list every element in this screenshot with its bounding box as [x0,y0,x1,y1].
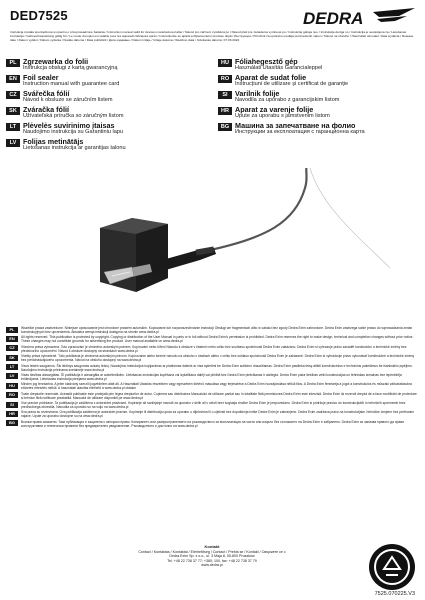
lang-title: Folijas metinātājs [23,137,84,146]
legal-text: Minden jog fenntartva. A jelen kiadvány szerzői jogvédelem alatt áll. A Használati Utasítás részekben vagy egészében történő másolása vagy terjesztése a Dedra Exim hozzájárulása nélkül tilos. A Dedra Exim fenntartja a jogot a konstrukciós és műszaki változtatásokra előzetes értesítés nélkül. A használati utasítás elérhető a www.dedra.pl oldalon [21,382,412,391]
lang-badge: BG [6,420,18,426]
lang-entry-cz [6,90,206,105]
lang-badge: PL [6,59,20,67]
lang-title: Varilnik folije [235,89,280,98]
lang-title: Zgrzewarka do folii [23,57,89,66]
lang-badge: LT [6,123,20,131]
validity-note: Instrukcja została sporządzona w oparciu o przeprowadzone badania / Instruction manual valid for devices manufactured after / Návod pro zařízení vyráběná po / Návod platí pre zariadenia vyrobené po / Instrukcija galioja nuo / Instrukcija derīga no / Instrukcija je sestavljena za / Lietošanas instrukcija / Gebrauchsanleitung gültig für / Le mode d'emploi est valable pour les appareils fabriqués après / Instrucțiunile se aplică echipamentelor produse după / Инструкция / Priručnik za upotrebu uređaja proizvedenih nakon / Návod na obsluhu / Használati útmutató. Data wydania / Release date / Datum vydání / Dátum vydania / Kiadás dátuma / Data publicării / Дата издаване / Datum izdaje / Izdaje datuma / Išleidimo data / Izdošanas datums: 07.03.2024 [10,30,414,42]
brand-logo-text: DEDRA [303,9,364,28]
lang-title: Plėvelės suvirinimo įtaisas [23,121,115,130]
lang-subtitle: Инструкции за експлоатация с гаранционна карта [235,129,365,135]
contact-website[interactable]: www.dedra.pl [201,563,223,568]
lang-badge: SK [6,355,18,361]
lang-entry-lt [6,122,206,137]
legal-text: Všetky práva vyhradené. Táto publikácia je chránená autorským právom. Kopírovanie alebo šírenie návodu na obsluhu v častiach alebo v celku bez súhlasu spoločnosti Dedra Exim je zakázané. Dedra Exim si vyhradzuje právo vykonávať konštrukčné a technické zmeny bez predchádzajúceho upozornenia. Návod na obsluhu dostupný na www.dedra.pl [21,354,415,363]
lang-subtitle: Használati Utasítás Garancialeppel [235,65,323,71]
lang-subtitle: Upute za uporabu s jamstvenim listom [235,113,330,119]
legal-text: Vse pravice pridržane. Ta publikacija je zaščitena z avtorskimi pravicami. Kopiranje ali razširjanje navodil za uporabo v delih ali v celoti brez soglasja družbe Dedra Exim je prepovedano. Dedra Exim si pridržuje pravico do konstrukcijskih in tehničnih sprememb brez predhodnega obvestila. Navodila za uporabo so na voljo na www.dedra.pl [21,401,406,410]
lang-entry-hr [218,106,418,121]
lang-subtitle: Navodila za uporabo z garancijskim listom [235,97,340,103]
cable [210,168,315,250]
lang-subtitle: Lietošanas instrukcija ar garantijas talonu [23,145,126,151]
lang-title: Zváračka fólií [23,105,69,114]
lang-entry-sk [6,106,206,121]
legal-row-cz [6,345,419,353]
legal-text: Visas tiesības aizsargātas. Šī publikācija ir aizsargāta ar autortiesībām. Lietošanas instrukcijas kopēšana vai izplatīšana daļēji vai pilnībā bez Dedra Exim piekrišanas ir aizliegta. Dedra Exim patur tiesības veikt konstrukcijas un tehniskas izmaiņas bez iepriekšēja brīdinājuma. Lietošanas instrukcija pieejama www.dedra.pl [21,372,402,381]
legal-row-lt [6,364,419,372]
lang-entry-lv [6,138,206,153]
contact-languages: Contact / Kontaktas / Kontaktai / Elérhetőség / Contact / Prebla se / Kontakt / Свържете се с [138,549,286,554]
lang-badge: HU [6,383,18,389]
lang-badge: SK [6,107,20,115]
lang-entry-bg [218,122,418,137]
legal-row-pl [6,326,419,334]
lang-entry-en [6,74,206,89]
lang-entry-hu [218,58,418,73]
lang-subtitle: Užívateľská príručka so záručným listom [23,113,124,119]
lang-subtitle: Instrucțiuni de utilizare și certificat de garanție [235,81,349,87]
lang-badge: EN [6,75,20,83]
lang-entry-si [218,90,418,105]
model-number: DED7525 [10,8,68,23]
legal-text: Toate drepturile rezervate. Această publicație este protejată prin legea drepturilor de autor. Copierea sau distribuirea Manualului de utilizare parțial sau în totalitate fără permisiunea Dedra Exim este interzisă. Dedra Exim își rezervă dreptul de a face modificări de proiectare și tehnice fără notificare prealabilă. Manualul de utilizare disponibil pe www.dedra.pl [21,391,417,400]
lang-badge: SI [218,91,232,99]
lang-badge: CZ [6,345,18,351]
lang-badge: RO [6,392,18,398]
recycling-logo [368,543,416,591]
legal-row-ro [6,392,419,400]
lang-entry-pl [6,58,206,73]
lang-title: Svářečka fólií [23,89,70,98]
lang-title: Fóliahegesztő gép [235,57,298,66]
legal-text: Wszelkie prawa zastrzeżone. Niniejsze opracowanie jest chronione prawem autorskim. Kopiowanie lub rozpowszechnianie instrukcji Obsługi we fragmentach albo w całości bez zgody Dedra Exim zabronione. Dedra Exim zastrzega sobie prawo do wprowadzania zmian konstrukcyjnych bez uprzedzenia. Aktualna wersja instrukcji dostępna na stronie www.dedra.pl [21,326,413,335]
legal-text: Sva prava su rezervirana. Ova publikacija zaštićena je autorskim pravom. Kopiranje ili distribucija uputa za uporabu u dijelovima ili u cijelosti bez dopuštenja tvrtke Dedra Exim je zabranjeno. Dedra Exim zadržava pravo na konstrukcijske i tehničke izmjene bez prethodne najave. Upute za uporabu dostupne su na www.dedra.pl [21,410,415,419]
legal-row-lv [6,373,419,381]
lang-subtitle: Instrukcja obsługi z kartą gwarancyjną [23,65,118,71]
legal-text: Visos teisės saugomos. Šis leidinys saugomas autorių teisių. Naudojimo instrukcijos kopijavimas ar platinimas dalimis ar visa apimtimi be Dedra Exim sutikimo draudžiamas. Dedra Exim pasilieka teisę atlikti konstrukcinius ir techninius pakeitimus be išankstinio įspėjimo. Naudojimo instrukcija prieinama svetainėje www.dedra.pl [21,363,413,372]
legal-text: Всички права запазени. Тази публикация е защитена с авторско право. Копирането или разпространението на ръководството за експлоатация на части или изцяло без съгласието на Dedra Exim е забранено. Dedra Exim си запазва правото да прави конструктивни и технически промени без предварително уведомление. Ръководството е достъпно на www.dedra.pl [21,419,404,428]
lang-badge: LT [6,364,18,370]
dedra-logo [303,8,415,28]
lang-badge: HU [218,59,232,67]
product-image [90,168,390,318]
lang-badge: CZ [6,91,20,99]
lang-title: Машина за запечатване на фолио [235,121,356,130]
legal-text: All rights reserved. This publication is protected by copyright. Copying or distribution of the User Manual in parts or in full without Dedra Exim's permission is prohibited. Dedra Exim reserves the right to make design, technical and completion changes without prior notice. These changes may not constitute grounds for advertising the product. User manual available on www.dedra.pl [21,335,414,344]
contact-address: Dedra Exim Sp. z o.o., ul. 3 Maja 8, 05-800 Pruszków [169,554,255,559]
legal-row-hr [6,410,419,418]
lang-badge: HR [6,411,18,417]
lang-title: Foil sealer [23,73,59,82]
legal-text: Všechna práva vyhrazena. Toto zpracování je chráněno autorským právem. Kopírování nebo šíření Návodu k obsluze v částech nebo celku bez souhlasu společnosti Dedra Exim zakázáno. Dedra Exim si vyhrazuje právo zavádět konstrukční a technické změny bez předchozího upozornění. Návod k obsluze dostupný na stránkách www.dedra.pl [21,344,407,353]
lang-badge: RO [218,75,232,83]
contact-phone: Tel. +48 22 738 37 77; +380; 100, fax: +48 22 738 37 79 [167,558,257,563]
document-number: 7525.070225.V3 [374,591,415,597]
lang-badge: SI [6,402,18,408]
lang-subtitle: Naudojimo instrukcija su Garantiniu lapu [23,129,124,135]
lang-badge: EN [6,336,18,342]
legal-notices [6,326,419,429]
legal-row-si [6,401,419,409]
lang-badge: LV [6,139,20,147]
legal-row-en [6,335,419,343]
header [10,8,415,30]
contact-block [112,545,312,568]
lang-title: Aparat de sudat folie [235,73,307,82]
legal-row-bg [6,420,419,428]
legal-row-sk [6,354,419,362]
lang-title: Aparat za varenje folije [235,105,314,114]
lang-badge: BG [218,123,232,131]
lang-badge: PL [6,327,18,333]
lang-subtitle: Instruction manual with guarantee card [23,81,120,87]
contact-title: Kontakt [204,544,220,549]
lang-badge: HR [218,107,232,115]
lang-badge: LV [6,373,18,379]
lang-subtitle: Návod k obsluze se záručním listem [23,97,113,103]
lang-entry-ro [218,74,418,89]
legal-row-hu [6,382,419,390]
